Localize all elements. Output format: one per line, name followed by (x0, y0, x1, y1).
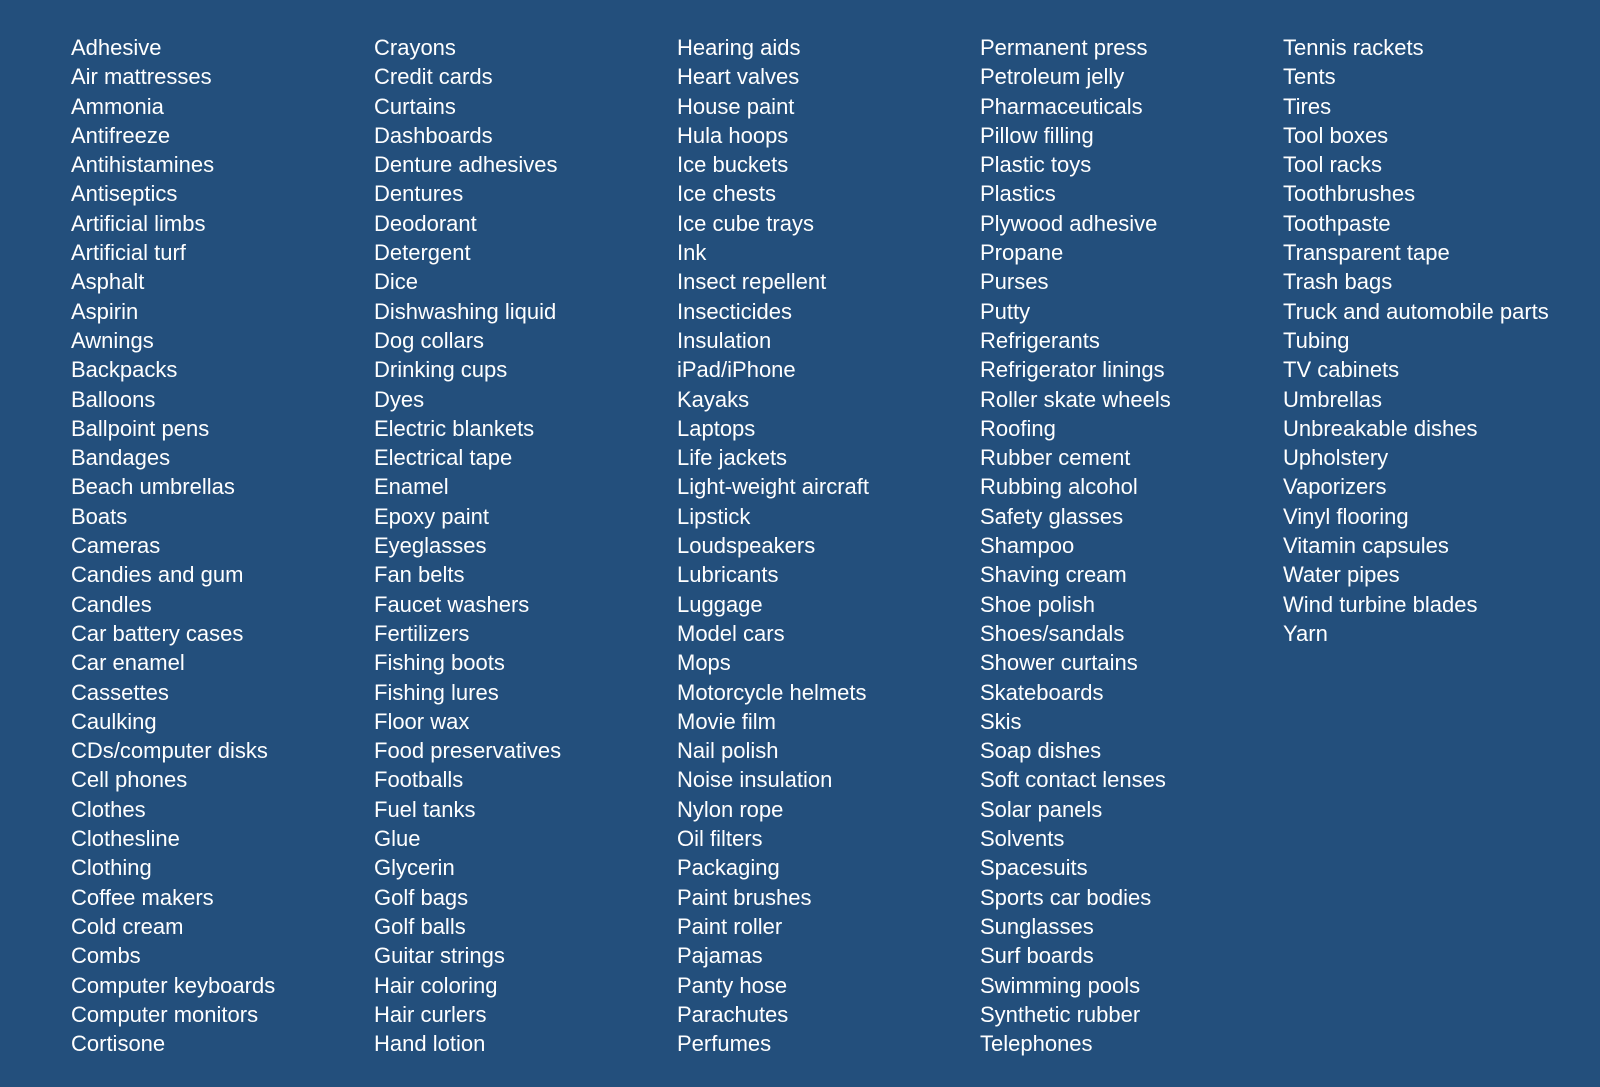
list-item: Cameras (71, 533, 161, 559)
list-item: Hearing aids (677, 35, 801, 60)
list-item: Propane (980, 240, 1064, 266)
list-item: Petroleum jelly (980, 64, 1125, 90)
list-item: Transparent tape (1283, 240, 1450, 266)
list-item: Spacesuits (980, 855, 1088, 881)
list-item: Antihistamines (71, 152, 215, 178)
list-item: Footballs (374, 767, 464, 793)
list-item: Umbrellas (1283, 386, 1383, 412)
list-item: Nylon rope (677, 796, 784, 822)
list-item: Artificial limbs (71, 210, 206, 236)
list-item: Ballpoint pens (71, 415, 210, 441)
list-item: Enamel (374, 474, 449, 500)
list-item: Vinyl flooring (1283, 503, 1409, 529)
list-item: Trash bags (1283, 269, 1393, 295)
list-item: Model cars (677, 620, 785, 646)
list-item: Golf balls (374, 913, 466, 939)
list-item: Bandages (71, 445, 171, 471)
list-item: Nail polish (677, 738, 779, 764)
list-item: Parachutes (677, 1001, 789, 1027)
list-item: Hand lotion (374, 1031, 486, 1057)
list-item: Dice (374, 269, 419, 295)
list-item: Pillow filling (980, 122, 1094, 148)
list-column-5 (1283, 33, 1549, 648)
list-item: Aspirin (71, 298, 139, 324)
list-item: Dashboards (374, 122, 493, 148)
list-item: Perfumes (677, 1031, 772, 1057)
list-item: House paint (677, 93, 795, 119)
list-item: Golf bags (374, 884, 469, 910)
list-item: Panty hose (677, 972, 788, 998)
list-item: Noise insulation (677, 767, 833, 793)
list-item: Refrigerator linings (980, 357, 1165, 383)
list-item: Clothes (71, 796, 146, 822)
list-item: Mops (677, 650, 731, 676)
list-item: Plastics (980, 181, 1056, 207)
list-item: Denture adhesives (374, 152, 558, 178)
list-item: Fishing lures (374, 679, 499, 705)
list-column-3 (677, 33, 869, 1058)
list-item: Vaporizers (1283, 474, 1387, 500)
list-item: Ice buckets (677, 152, 789, 178)
list-item: Antifreeze (71, 122, 171, 148)
list-item: Rubber cement (980, 445, 1131, 471)
list-item: Clothing (71, 855, 152, 881)
list-item: Tires (1283, 93, 1332, 119)
list-item: Guitar strings (374, 943, 505, 969)
list-item: Soft contact lenses (980, 767, 1166, 793)
list-item: Life jackets (677, 445, 788, 471)
list-item: Permanent press (980, 35, 1148, 60)
list-item: Floor wax (374, 708, 470, 734)
list-item: Putty (980, 298, 1031, 324)
list-item: Curtains (374, 93, 456, 119)
list-item: Drinking cups (374, 357, 508, 383)
list-item: Solvents (980, 826, 1065, 852)
list-item: Hair curlers (374, 1001, 487, 1027)
list-item: Computer monitors (71, 1001, 259, 1027)
list-item: Shaving cream (980, 562, 1127, 588)
list-item: Luggage (677, 591, 763, 617)
list-item: Purses (980, 269, 1049, 295)
list-item: Toothbrushes (1283, 181, 1416, 207)
list-column-2 (374, 33, 561, 1058)
list-item: Telephones (980, 1031, 1093, 1057)
list-item: Tool racks (1283, 152, 1383, 178)
list-item: Lipstick (677, 503, 751, 529)
list-item: Insulation (677, 327, 772, 353)
list-item: Insect repellent (677, 269, 827, 295)
list-item: Synthetic rubber (980, 1001, 1141, 1027)
list-item: Asphalt (71, 269, 145, 295)
list-item: Candies and gum (71, 562, 244, 588)
list-item: Sports car bodies (980, 884, 1152, 910)
list-item: Safety glasses (980, 503, 1124, 529)
list-item: Credit cards (374, 64, 493, 90)
list-item: Dyes (374, 386, 425, 412)
list-item: Clothesline (71, 826, 180, 852)
list-item: Fuel tanks (374, 796, 476, 822)
list-item: Shampoo (980, 533, 1075, 559)
list-item: Insecticides (677, 298, 792, 324)
list-column-4 (980, 33, 1171, 1058)
list-item: Fertilizers (374, 620, 470, 646)
list-item: Dentures (374, 181, 464, 207)
list-item: Paint roller (677, 913, 783, 939)
list-item: Balloons (71, 386, 156, 412)
list-item: Water pipes (1283, 562, 1400, 588)
list-item: TV cabinets (1283, 357, 1400, 383)
list-item: Lubricants (677, 562, 779, 588)
list-item: Roller skate wheels (980, 386, 1171, 412)
list-item: iPad/iPhone (677, 357, 796, 383)
list-item: Shower curtains (980, 650, 1138, 676)
list-item: Tool boxes (1283, 122, 1389, 148)
list-item: Boats (71, 503, 128, 529)
list-item: Laptops (677, 415, 756, 441)
list-item: Tennis rackets (1283, 35, 1424, 60)
list-item: Epoxy paint (374, 503, 489, 529)
list-item: Plywood adhesive (980, 210, 1158, 236)
list-item: Plastic toys (980, 152, 1092, 178)
list-item: Eyeglasses (374, 533, 487, 559)
list-item: Dishwashing liquid (374, 298, 557, 324)
list-item: Light-weight aircraft (677, 474, 869, 500)
list-item: Sunglasses (980, 913, 1094, 939)
list-item: Computer keyboards (71, 972, 276, 998)
list-item: Antiseptics (71, 181, 178, 207)
list-item: Candles (71, 591, 152, 617)
list-item: Cassettes (71, 679, 169, 705)
list-item: Refrigerants (980, 327, 1100, 353)
list-item: Soap dishes (980, 738, 1102, 764)
list-item: Yarn (1283, 620, 1328, 646)
list-item: Shoe polish (980, 591, 1095, 617)
list-item: Skateboards (980, 679, 1104, 705)
list-item: Swimming pools (980, 972, 1141, 998)
list-item: Paint brushes (677, 884, 812, 910)
list-item: Toothpaste (1283, 210, 1391, 236)
list-item: Loudspeakers (677, 533, 816, 559)
list-item: Dog collars (374, 327, 485, 353)
list-item: CDs/computer disks (71, 738, 268, 764)
list-item: Air mattresses (71, 64, 212, 90)
list-item: Tents (1283, 64, 1336, 90)
list-item: Vitamin capsules (1283, 533, 1449, 559)
list-column-1 (71, 33, 275, 1058)
list-item: Deodorant (374, 210, 477, 236)
list-item: Caulking (71, 708, 157, 734)
list-item: Surf boards (980, 943, 1094, 969)
list-item: Tubing (1283, 327, 1350, 353)
list-item: Movie film (677, 708, 777, 734)
list-item: Unbreakable dishes (1283, 415, 1478, 441)
list-item: Roofing (980, 415, 1056, 441)
list-item: Kayaks (677, 386, 750, 412)
list-item: Combs (71, 943, 141, 969)
list-item: Cortisone (71, 1031, 166, 1057)
list-item: Cell phones (71, 767, 188, 793)
list-item: Electrical tape (374, 445, 513, 471)
list-item: Oil filters (677, 826, 763, 852)
list-item: Upholstery (1283, 445, 1389, 471)
list-item: Beach umbrellas (71, 474, 235, 500)
list-item: Fan belts (374, 562, 465, 588)
list-item: Wind turbine blades (1283, 591, 1478, 617)
list-item: Ice chests (677, 181, 777, 207)
list-item: Car enamel (71, 650, 185, 676)
list-item: Skis (980, 708, 1022, 734)
list-item: Glycerin (374, 855, 455, 881)
list-item: Solar panels (980, 796, 1103, 822)
list-item: Truck and automobile parts (1283, 298, 1549, 324)
list-item: Heart valves (677, 64, 800, 90)
list-item: Ink (677, 240, 707, 266)
list-item: Awnings (71, 327, 154, 353)
list-item: Ammonia (71, 93, 164, 119)
list-item: Motorcycle helmets (677, 679, 867, 705)
list-item: Ice cube trays (677, 210, 814, 236)
list-item: Artificial turf (71, 240, 186, 266)
list-item: Pajamas (677, 943, 763, 969)
list-item: Food preservatives (374, 738, 562, 764)
list-item: Electric blankets (374, 415, 535, 441)
list-item: Hair coloring (374, 972, 498, 998)
list-item: Glue (374, 826, 421, 852)
list-item: Hula hoops (677, 122, 789, 148)
list-item: Car battery cases (71, 620, 244, 646)
list-item: Rubbing alcohol (980, 474, 1138, 500)
list-item: Adhesive (71, 35, 162, 60)
list-item: Crayons (374, 35, 456, 60)
list-item: Faucet washers (374, 591, 530, 617)
list-item: Packaging (677, 855, 780, 881)
list-item: Backpacks (71, 357, 178, 383)
list-item: Fishing boots (374, 650, 505, 676)
list-item: Detergent (374, 240, 471, 266)
list-item: Shoes/sandals (980, 620, 1125, 646)
list-item: Pharmaceuticals (980, 93, 1143, 119)
list-item: Coffee makers (71, 884, 214, 910)
list-item: Cold cream (71, 913, 184, 939)
